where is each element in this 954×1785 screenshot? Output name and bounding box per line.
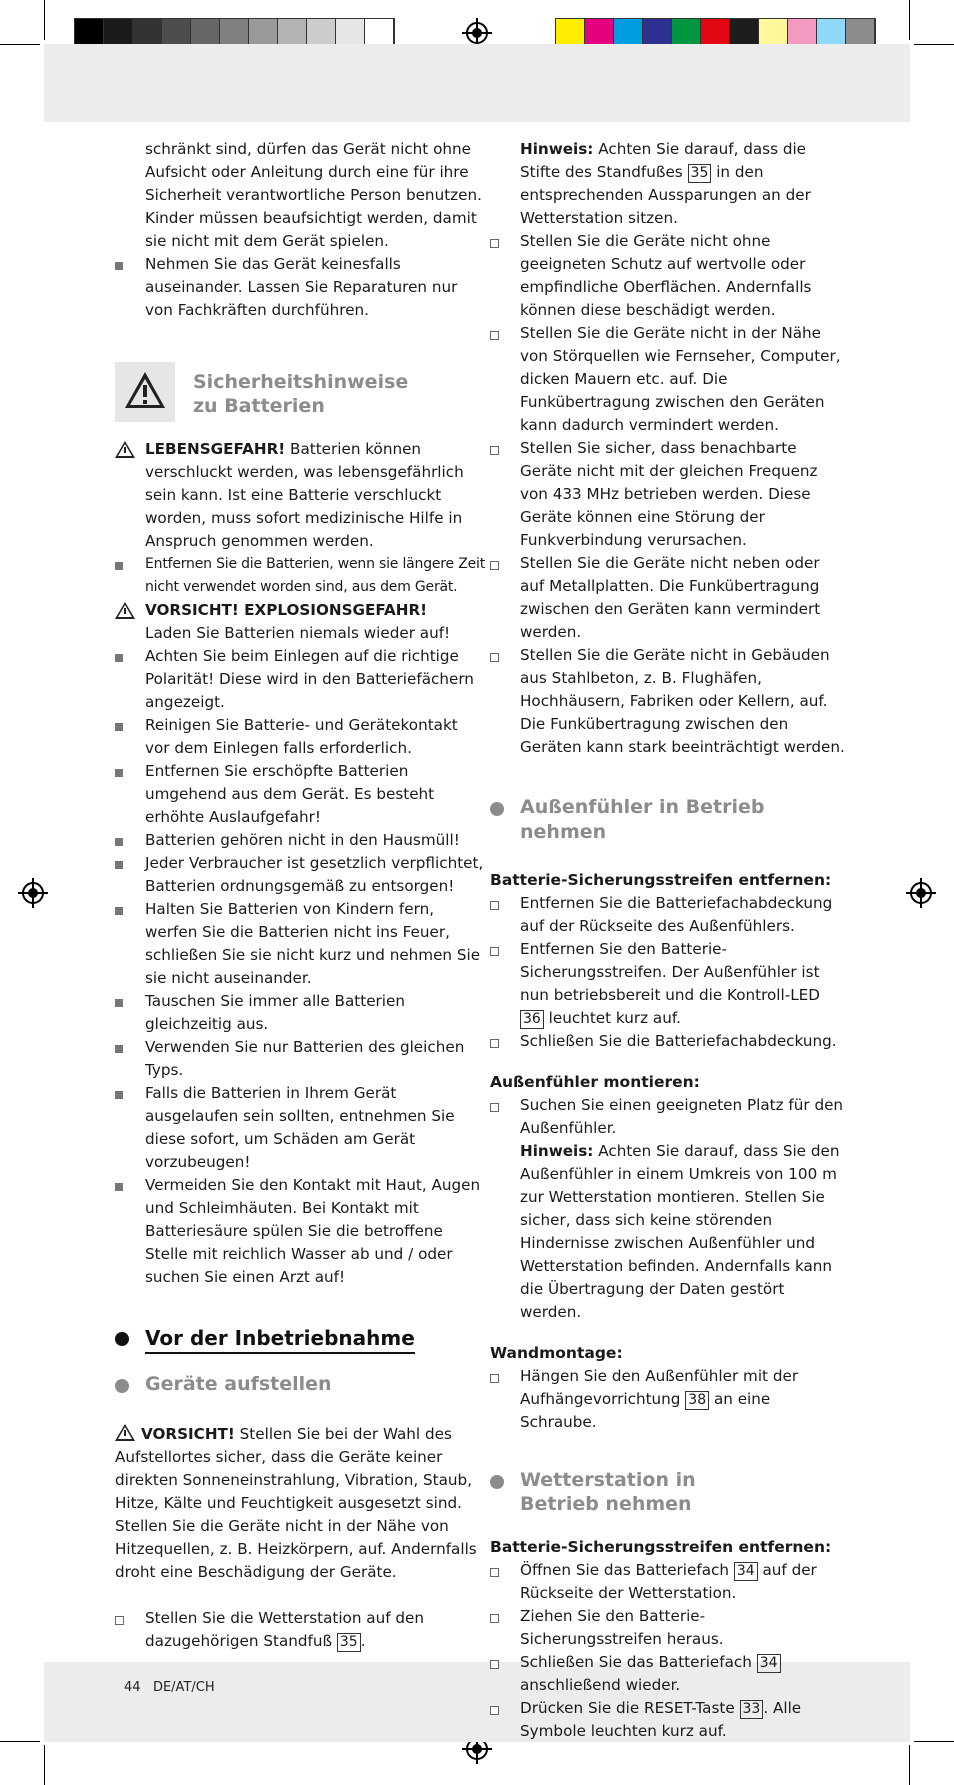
bullet-dot-icon [115, 1332, 129, 1346]
crop-mark [44, 0, 45, 40]
header-band [44, 44, 910, 122]
sub-heading [115, 1372, 485, 1397]
registration-mark-icon [466, 22, 488, 44]
list-item: Nehmen Sie das Gerät keinesfalls auseinander. Lassen Sie Reparaturen nur von Fachkräften durchführen. [115, 253, 485, 322]
hint-paragraph: Hinweis: Achten Sie darauf, dass Sie den Außenfühler in einem Umkreis von 100 m zur Wetterstation montieren. Stellen Sie sicher, dass sich keine störenden Hindernisse zwischen Außenfühler und Wetterstation befinden. Andernfalls kann die Übertragung der Daten gestört werden. [520, 1142, 840, 1321]
color-swatch [278, 19, 307, 47]
color-swatch [133, 19, 162, 47]
item-number: 33 [740, 1700, 764, 1719]
crop-mark [0, 44, 40, 45]
square-bullet-icon [115, 262, 123, 270]
explosion-warning-icon [115, 602, 135, 619]
item-number: 35 [337, 1633, 361, 1652]
section-title: Vor der Inbetriebnahme [145, 1325, 415, 1354]
color-swatch [556, 19, 585, 47]
sub-heading [490, 795, 846, 845]
crop-mark [914, 44, 954, 45]
registration-mark-icon [22, 882, 44, 904]
crop-mark [44, 1745, 45, 1785]
page-footer [124, 1680, 215, 1695]
list-item: Jeder Verbraucher ist gesetzlich verpflichtet, Batterien ordnungsgemäß zu entsorgen! [115, 852, 485, 898]
list-item: Verwenden Sie nur Batterien des gleichen Typs. [115, 1036, 485, 1082]
main-heading [115, 1325, 485, 1354]
color-swatch [104, 19, 133, 47]
warning-label: LEBENSGEFAHR! [145, 440, 286, 458]
item-number: 34 [734, 1562, 758, 1581]
bullet-dot-icon [490, 1475, 504, 1489]
section-title: zu Batterien [193, 395, 325, 417]
item-number: 34 [757, 1654, 781, 1673]
warning-label: VORSICHT! EXPLOSIONSGEFAHR! [145, 601, 428, 619]
crop-mark [909, 0, 910, 40]
battery-safety-heading [115, 362, 485, 424]
list-item: Ziehen Sie den Batterie-Sicherungsstreifen heraus. [490, 1605, 846, 1651]
bullet-dot-icon [115, 1379, 129, 1393]
item-number: 35 [688, 164, 712, 183]
section-title: Sicherheitshinweise [193, 371, 409, 393]
color-swatch [75, 19, 104, 47]
item-number: 38 [685, 1391, 709, 1410]
explosion-warning: VORSICHT! EXPLOSIONSGEFAHR! Laden Sie Batterien niemals wieder auf! [115, 599, 485, 645]
color-swatch [220, 19, 249, 47]
list-item: Entfernen Sie die Batteriefachabdeckung auf der Rückseite des Außenfühlers. [490, 892, 846, 938]
paragraph: schränkt sind, dürfen das Gerät nicht ohne Aufsicht oder Anleitung durch eine für ihre Sicherheit verantwortliche Person benutzen. Kinder müssen beaufsichtigt werden, damit sie nicht mit dem Gerät spielen. [145, 140, 482, 250]
color-swatch [336, 19, 365, 47]
warning-icon [115, 441, 135, 458]
list-item: Stellen Sie die Geräte nicht in der Nähe von Störquellen wie Fernseher, Computer, dicken Mauern etc. auf. Die Funkübertragung zwischen den Geräten kann dadurch vermindert werden. [490, 322, 846, 437]
crop-mark [909, 1745, 910, 1785]
list-item: Öffnen Sie das Batteriefach 34 auf der Rückseite der Wetterstation. [490, 1559, 846, 1605]
registration-mark-icon [910, 882, 932, 904]
color-swatch [585, 19, 614, 47]
subheading: Wandmontage: [490, 1344, 623, 1362]
warning-icon [115, 1424, 135, 1441]
bullet-dot-icon [490, 802, 504, 816]
list-item: Drücken Sie die RESET-Taste 33 . Alle Symbole leuchten kurz auf. [490, 1697, 846, 1743]
color-swatch [672, 19, 701, 47]
crop-mark [0, 1741, 40, 1742]
list-item: Reinigen Sie Batterie- und Gerätekontakt vor dem Einlegen falls erforderlich. [115, 714, 485, 760]
color-swatch [759, 19, 788, 47]
right-column [490, 138, 846, 1743]
color-swatch [730, 19, 759, 47]
caution-paragraph: VORSICHT! Stellen Sie bei der Wahl des Aufstellortes sicher, dass die Geräte keiner direkten Sonneneinstrahlung, Vibration, Staub, Hitze, Kälte und Feuchtigkeit ausgesetzt sind. Stellen Sie die Geräte nicht in der Nähe von Hitzequellen, z. B. Heizkörpern, auf. Andernfalls droht eine Beschädigung der Geräte. [115, 1425, 477, 1581]
list-item: Batterien gehören nicht in den Hausmüll! [115, 829, 485, 852]
section-title: Wetterstation in Betrieb nehmen [520, 1469, 696, 1515]
list-item: Falls die Batterien in Ihrem Gerät ausgelaufen sein sollten, entnehmen Sie diese sofort, um Schäden am Gerät vorzubeugen! [115, 1082, 485, 1174]
list-item: Schließen Sie die Batteriefachabdeckung. [490, 1030, 846, 1053]
list-item: Stellen Sie die Geräte nicht neben oder auf Metallplatten. Die Funkübertragung zwischen den Geräten kann vermindert werden. [490, 552, 846, 644]
color-swatch [365, 19, 394, 47]
hint-label: Hinweis: [520, 140, 594, 158]
color-swatch [162, 19, 191, 47]
list-item: Entfernen Sie die Batterien, wenn sie längere Zeit nicht verwendet worden sind, aus dem Gerät. [115, 553, 485, 599]
list-item: Stellen Sie die Geräte nicht ohne geeigneten Schutz auf wertvolle oder empfindliche Oberflächen. Andernfalls können diese beschädigt werden. [490, 230, 846, 322]
color-swatch [614, 19, 643, 47]
list-item: Stellen Sie die Wetterstation auf den dazugehörigen Standfuß 35 . [115, 1607, 485, 1653]
color-swatch [191, 19, 220, 47]
list-item: Entfernen Sie den Batterie-Sicherungsstreifen. Der Außenfühler ist nun betriebsbereit und die Kontroll-LED 36 leuchtet kurz auf. [490, 938, 846, 1030]
color-swatch [788, 19, 817, 47]
color-swatch [817, 19, 846, 47]
color-swatch [249, 19, 278, 47]
list-item: Vermeiden Sie den Kontakt mit Haut, Augen und Schleimhäuten. Bei Kontakt mit Batteriesäure spülen Sie die betroffene Stelle mit reichlich Wasser ab und / oder suchen Sie einen Arzt auf! [115, 1174, 485, 1289]
crop-mark [914, 1741, 954, 1742]
color-swatch [701, 19, 730, 47]
item-number: 36 [520, 1010, 544, 1029]
list-item: Stellen Sie die Geräte nicht in Gebäuden aus Stahlbeton, z. B. Flughäfen, Hochhäusern, Fabriken oder Kellern, auf. Die Funkübertragung zwischen den Geräten kann stark beeinträchtigt werden. [490, 644, 846, 759]
subheading: Batterie-Sicherungsstreifen entfernen: [490, 1538, 832, 1556]
list-item: Stellen Sie sicher, dass benachbarte Geräte nicht mit der gleichen Frequenz von 433 MHz betrieben werden. Diese Geräte können eine Störung der Funkverbindung verursachen. [490, 437, 846, 552]
list-item: Entfernen Sie erschöpfte Batterien umgehend aus dem Gerät. Es besteht erhöhte Auslaufgefahr! [115, 760, 485, 829]
list-item: Achten Sie beim Einlegen auf die richtige Polarität! Diese wird in den Batteriefächern angezeigt. [115, 645, 485, 714]
color-swatch [846, 19, 875, 47]
subheading: Außenfühler montieren: [490, 1073, 700, 1091]
list-item: Halten Sie Batterien von Kindern fern, werfen Sie die Batterien nicht ins Feuer, schließen Sie sie nicht kurz und nehmen Sie sie nicht auseinander. [115, 898, 485, 990]
checkbox-bullet-icon [115, 1616, 124, 1625]
danger-warning: LEBENSGEFAHR! Batterien können verschluckt werden, was lebensgefährlich sein kann. Ist eine Batterie verschluckt worden, muss sofort medizinische Hilfe in Anspruch genommen werden. [115, 438, 485, 553]
color-swatch [643, 19, 672, 47]
sub-heading [490, 1468, 846, 1516]
warning-label: VORSICHT! [141, 1425, 235, 1443]
section-title: Geräte aufstellen [145, 1373, 332, 1395]
section-title: Außenfühler in Betrieb nehmen [520, 796, 765, 843]
color-swatch [307, 19, 336, 47]
list-item: Schließen Sie das Batteriefach 34 anschließend wieder. [490, 1651, 846, 1697]
list-item: Suchen Sie einen geeigneten Platz für den Außenfühler. [490, 1094, 846, 1140]
list-item: Hängen Sie den Außenfühler mit der Aufhängevorrichtung 38 an eine Schraube. [490, 1365, 846, 1434]
list-item: Tauschen Sie immer alle Batterien gleichzeitig aus. [115, 990, 485, 1036]
hint-paragraph: Hinweis: Achten Sie darauf, dass die Stifte des Standfußes 35 in den entsprechenden Aussparungen an der Wetterstation sitzen. [520, 140, 811, 227]
locale-label: DE/AT/CH [152, 1680, 215, 1695]
warning-icon [115, 362, 175, 422]
subheading: Batterie-Sicherungsstreifen entfernen: [490, 871, 832, 889]
left-column [115, 138, 485, 1653]
page-number: 44 [124, 1680, 141, 1695]
